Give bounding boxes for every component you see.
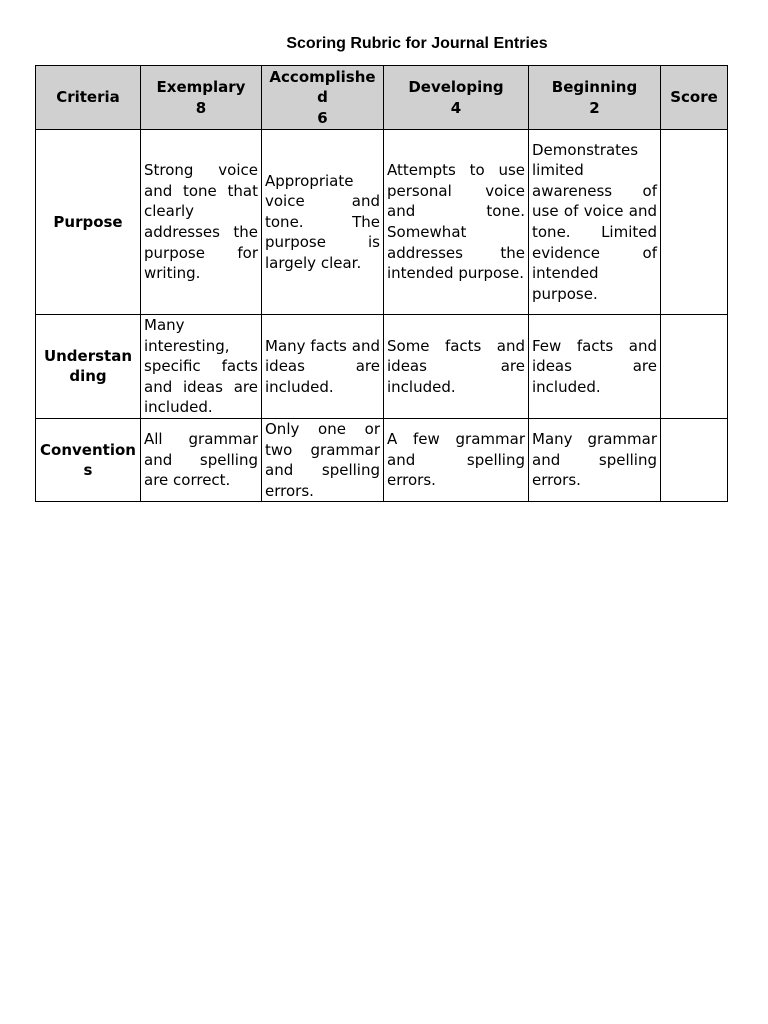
document-title: Scoring Rubric for Journal Entries bbox=[286, 35, 548, 52]
descriptor-cell-exemplary: All grammar and spelling are correct. bbox=[141, 418, 262, 501]
score-cell[interactable] bbox=[661, 418, 728, 501]
descriptor-cell-accomplished: Appropriate voice and tone. The purpose is largely clear. bbox=[262, 130, 384, 315]
header-row bbox=[36, 66, 728, 130]
descriptor-cell-beginning: Few facts and ideas are included. bbox=[529, 315, 661, 419]
header-accomplished bbox=[262, 66, 384, 130]
header-criteria bbox=[36, 66, 141, 130]
descriptor-cell-accomplished: Only one or two grammar and spelling errors. bbox=[262, 418, 384, 501]
header-points: 8 bbox=[195, 98, 207, 117]
header-score bbox=[661, 66, 728, 130]
descriptor-cell-beginning: Demonstrates limited awareness of use of voice and tone. Limited evidence of intended purpose. bbox=[529, 130, 661, 315]
descriptor-cell-beginning: Many grammar and spelling errors. bbox=[529, 418, 661, 501]
header-label: Beginning bbox=[551, 77, 638, 96]
descriptor-cell-exemplary: Many interesting, specific facts and ideas are included. bbox=[141, 315, 262, 419]
descriptor-cell-accomplished: Many facts and ideas are included. bbox=[262, 315, 384, 419]
criterion-cell: Purpose bbox=[36, 130, 141, 315]
descriptor-cell-developing: Attempts to use personal voice and tone. Somewhat addresses the intended purpose. bbox=[384, 130, 529, 315]
header-points: 4 bbox=[450, 98, 462, 117]
descriptor-cell-exemplary: Strong voice and tone that clearly addresses the purpose for writing. bbox=[141, 130, 262, 315]
table-row-purpose bbox=[36, 130, 728, 315]
header-label: Developing bbox=[408, 77, 504, 96]
header-points: 2 bbox=[589, 98, 600, 117]
header-label: Exemplary bbox=[156, 77, 246, 96]
descriptor-cell-developing: Some facts and ideas are included. bbox=[384, 315, 529, 419]
header-beginning bbox=[529, 66, 661, 130]
criterion-cell: Understanding bbox=[36, 315, 141, 419]
rubric-table bbox=[35, 65, 728, 502]
score-cell[interactable] bbox=[661, 130, 728, 315]
table-row-conventions bbox=[36, 418, 728, 501]
score-cell[interactable] bbox=[661, 315, 728, 419]
header-developing bbox=[384, 66, 529, 130]
header-exemplary bbox=[141, 66, 262, 130]
header-label: Accomplished bbox=[269, 67, 376, 107]
criterion-cell: Conventions bbox=[36, 418, 141, 501]
header-label: Criteria bbox=[56, 88, 120, 107]
header-points: 6 bbox=[317, 108, 328, 127]
descriptor-cell-developing: A few grammar and spelling errors. bbox=[384, 418, 529, 501]
header-label: Score bbox=[670, 88, 718, 107]
table-row-understanding bbox=[36, 315, 728, 419]
